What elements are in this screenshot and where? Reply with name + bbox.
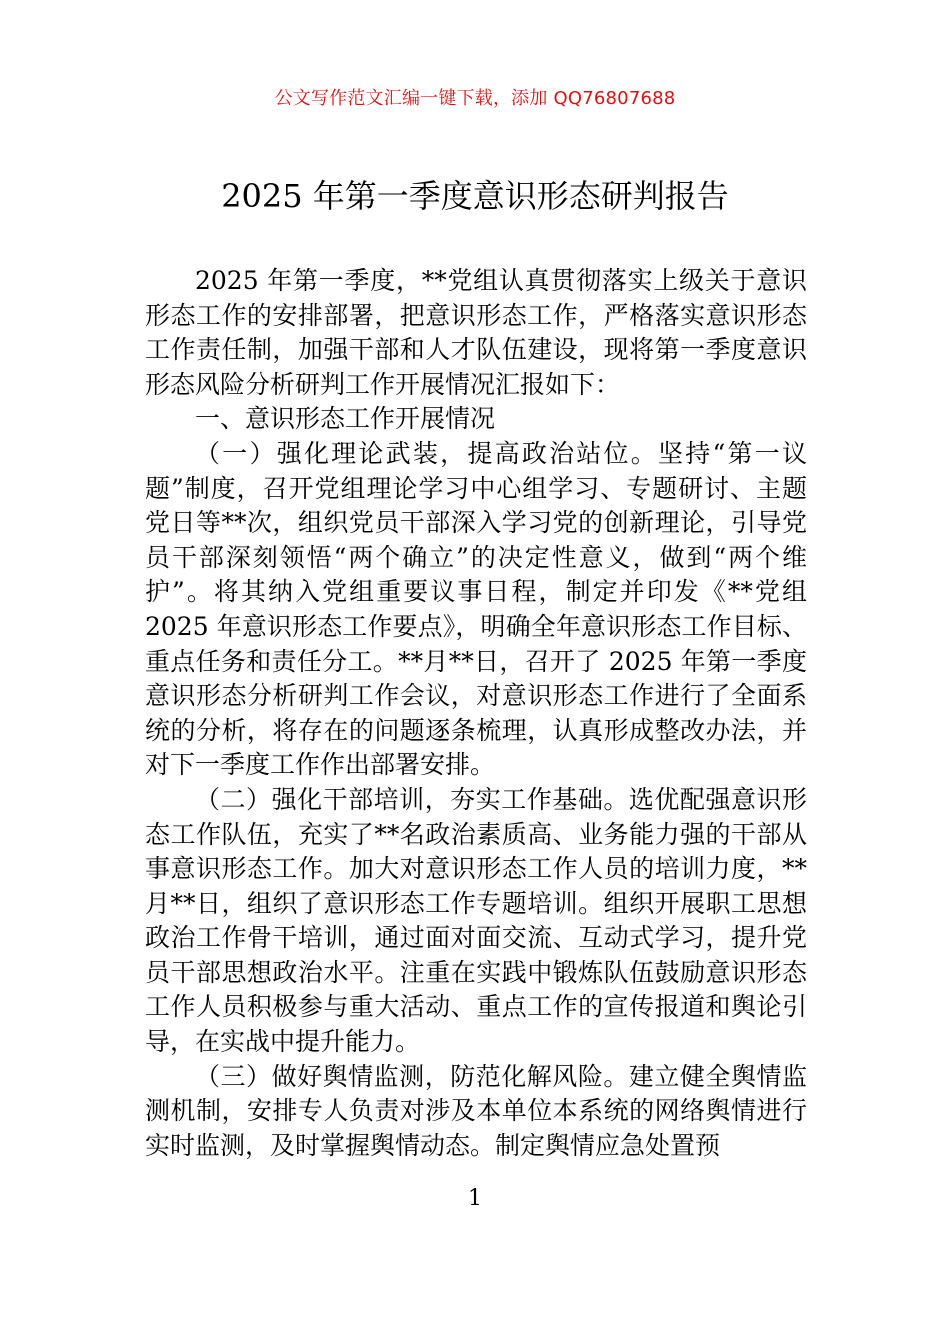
body-paragraph: （二）强化干部培训，夯实工作基础。选优配强意识形态工作队伍，充实了**名政治素质高、业务能力强的干部从事意识形态工作。加大对意识形态工作人员的培训力度，**月**日，组织了意识形态工作专题培训。组织开展职工思想政治工作骨干培训，通过面对面交流、互动式学习，提升党员干部思想政治水平。注重在实践中锻炼队伍鼓励意识形态工作人员积极参与重大活动、重点工作的宣传报道和舆论引导，在实战中提升能力。 xyxy=(145,784,807,1057)
section-heading: 一、意识形态工作开展情况 xyxy=(195,404,496,434)
page-number: 1 xyxy=(468,1186,482,1211)
body-paragraph: （三）做好舆情监测，防范化解风险。建立健全舆情监测机制，安排专人负责对涉及本单位本系统的网络舆情进行实时监测，及时掌握舆情动态。制定舆情应急处置预 xyxy=(145,1061,807,1160)
body-paragraph: （一）强化理论武装，提高政治站位。坚持“第一议题”制度，召开党组理论学习中心组学习、专题研讨、主题党日等**次，组织党员干部深入学习党的创新理论，引导党员干部深刻领悟“两个确立”的决定性意义，做到“两个维护”。将其纳入党组重要议事日程，制定并印发《**党组 2025 年意识形态工作要点》，明确全年意识形态工作目标、重点任务和责任分工。**月**日，召开了 2025 年第一季度意识形态分析研判工作会议，对意识形态工作进行了全面系统的分析，将存在的问题逐条梳理，认真形成整改办法，并对下一季度工作作出部署安排。 xyxy=(145,438,807,780)
download-promo-note: 公文写作范文汇编一键下载，添加 QQ76807688 xyxy=(274,88,676,109)
intro-paragraph: 2025 年第一季度，**党组认真贯彻落实上级关于意识形态工作的安排部署，把意识形态工作，严格落实意识形态工作责任制，加强干部和人才队伍建设，现将第一季度意识形态风险分析研判工作开展情况汇报如下： xyxy=(145,266,807,399)
document-body xyxy=(145,264,807,1163)
document-title: 2025 年第一季度意识形态研判报告 xyxy=(221,177,729,215)
